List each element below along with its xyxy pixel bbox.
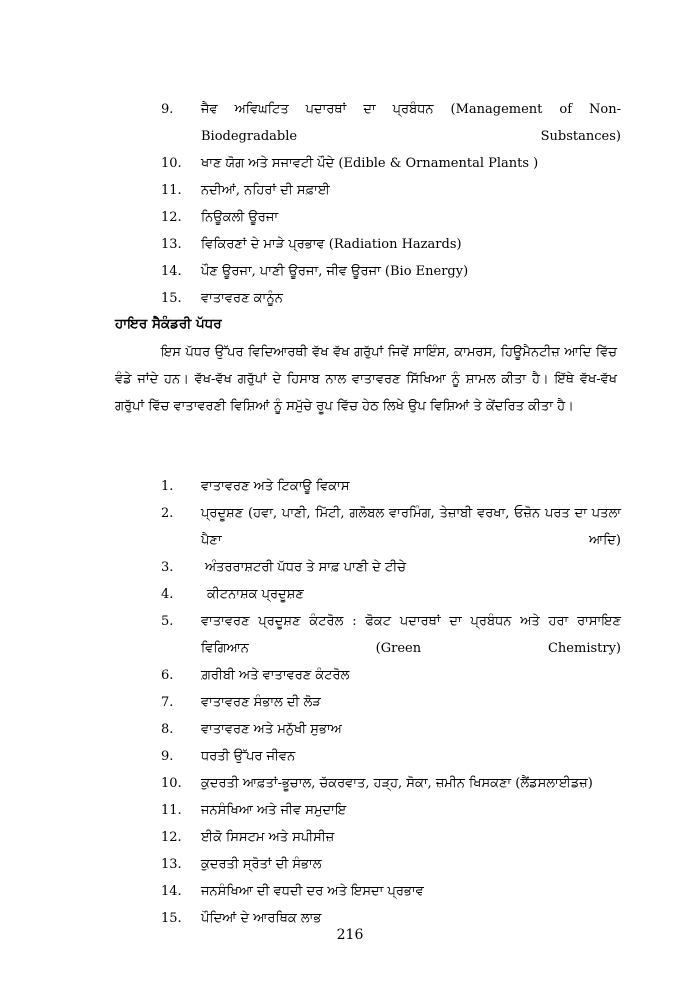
- list-item-text: ਵਾਤਾਵਰਣ ਅਤੇ ਟਿਕਾਊ ਵਿਕਾਸ: [201, 479, 350, 494]
- list-item-text: ਗ਼ਰੀਬੀ ਅਤੇ ਵਾਤਾਵਰਣ ਕੰਟਰੋਲ: [201, 668, 350, 683]
- list-item-number: 12.: [161, 830, 182, 845]
- list-item-number: 2.: [161, 506, 174, 521]
- list-item-text: ਵਾਤਾਵਰਣ ਕਾਨੂੰਨ: [201, 291, 283, 306]
- section-heading: ਹਾਇਰ ਸੈਕੰਡਰੀ ਪੱਧਰ: [115, 316, 222, 332]
- list-item-number: 4.: [161, 587, 174, 602]
- list-item: [0, 150, 700, 177]
- list-item-number: 13.: [161, 237, 182, 252]
- list-item-text: ਪੌਦਿਆਂ ਦੇ ਆਰਥਿਕ ਲਾਭ: [201, 911, 322, 926]
- list-item-number: 14.: [161, 264, 182, 279]
- list-item-number: 15.: [161, 911, 182, 926]
- list-item-text: ਵਾਤਾਵਰਣ ਸੰਭਾਲ ਦੀ ਲੋੜ: [201, 695, 321, 710]
- list-item-text: ਕੀਟਨਾਸ਼ਕ ਪ੍ਰਦੂਸ਼ਣ: [207, 587, 304, 602]
- list-item: [0, 608, 700, 662]
- list-item: [0, 716, 700, 743]
- list-item-text: ਨਿਊਕਲੀ ਊਰਜਾ: [201, 210, 279, 225]
- list-item-number: 10.: [161, 776, 182, 791]
- list-item-text: ਵਿਕਿਰਣਾਂ ਦੇ ਮਾੜੇ ਪ੍ਰਭਾਵ (Radiation Hazards): [201, 237, 462, 252]
- list-item-number: 7.: [161, 695, 174, 710]
- list-item: [0, 177, 700, 204]
- list-item: [0, 743, 700, 770]
- list-item: [0, 285, 700, 312]
- list-item: [0, 689, 700, 716]
- list-item: [0, 231, 700, 258]
- paragraph-text: ਇਸ ਪੱਧਰ ਉੱਪਰ ਵਿਦਿਆਰਥੀ ਵੱਖ ਵੱਖ ਗਰੁੱਪਾਂ ਜਿਵੇਂ ਸਾਇੰਸ, ਕਾਮਰਸ, ਹਿਊਮੈਨਟੀਜ਼ ਆਦਿ ਵਿੱਚ ਵੰਡੇ ਜਾਂਦੇ ਹਨ। ਵੱਖ-ਵੱਖ ਗਰੁੱਪਾਂ ਦੇ ਹਿਸਾਬ ਨਾਲ ਵਾਤਾਵਰਣ ਸਿੱਖਿਆ ਨੂੰ ਸ਼ਾਮਲ ਕੀਤਾ ਹੈ। ਇੱਥੇ ਵੱਖ-ਵੱਖ ਗਰੁੱਪਾਂ ਵਿੱਚ ਵਾਤਾਵਰਣੀ ਵਿਸ਼ਿਆਂ ਨੂੰ ਸਮੁੱਚੇ ਰੂਪ ਵਿੱਚ ਹੇਠ ਲਿਖੇ ਉਪ ਵਿਸ਼ਿਆਂ ਤੇ ਕੇਂਦਰਿਤ ਕੀਤਾ ਹੈ।: [115, 345, 617, 414]
- list-item: [0, 204, 700, 231]
- list-item-number: 6.: [161, 668, 174, 683]
- list-item: [0, 824, 700, 851]
- list-item-text: ਈਕੋ ਸਿਸਟਮ ਅਤੇ ਸਪੀਸੀਜ਼: [201, 830, 335, 845]
- list-item: [0, 473, 700, 500]
- list-item-text: ਕੁਦਰਤੀ ਆਫ਼ਤਾਂ-ਭੂਚਾਲ, ਚੱਕਰਵਾਤ, ਹੜ੍ਹ, ਸੋਕਾ, ਜ਼ਮੀਨ ਖਿਸਕਣਾ (ਲੈਂਡਸਲਾਈਡਜ਼): [201, 776, 593, 791]
- list-item-text: ਖਾਣ ਯੋਗ ਅਤੇ ਸਜਾਵਟੀ ਪੌਦੇ (Edible & Ornamental Plants ): [201, 156, 539, 171]
- list-item-text: ਧਰਤੀ ਉੱਪਰ ਜੀਵਨ: [201, 749, 296, 764]
- list-item: [0, 851, 700, 878]
- list-item: [0, 96, 700, 150]
- list-item-number: 15.: [161, 291, 182, 306]
- list-item-text: ਪ੍ਰਦੂਸ਼ਣ (ਹਵਾ, ਪਾਣੀ, ਮਿੱਟੀ, ਗਲੋਬਲ ਵਾਰਮਿੰਗ, ਤੇਜ਼ਾਬੀ ਵਰਖਾ, ਓਜ਼ੋਨ ਪਰਤ ਦਾ ਪਤਲਾ ਪੈਣਾ ਆਦਿ): [201, 506, 621, 548]
- list-item: [0, 500, 700, 554]
- list-item-text: ਨਦੀਆਂ, ਨਹਿਰਾਂ ਦੀ ਸਫ਼ਾਈ: [201, 183, 330, 198]
- list-item-number: 12.: [161, 210, 182, 225]
- list-item-text: ਵਾਤਾਵਰਣ ਅਤੇ ਮਨੁੱਖੀ ਸੁਭਾਅ: [201, 722, 342, 737]
- list-item: [0, 878, 700, 905]
- list-item-number: 9.: [161, 749, 174, 764]
- list-item-text: ਅੰਤਰਰਾਸ਼ਟਰੀ ਪੱਧਰ ਤੇ ਸਾਫ਼ ਪਾਣੀ ਦੇ ਟੀਚੇ: [205, 560, 407, 575]
- list-item: [0, 258, 700, 285]
- list-item-text: ਜੈਵ ਅਵਿਘਟਿਤ ਪਦਾਰਥਾਂ ਦਾ ਪ੍ਰਬੰਧਨ (Management of Non-Biodegradable Substances): [201, 102, 621, 144]
- list-item-number: 1.: [161, 479, 174, 494]
- list-item-number: 11.: [161, 803, 182, 818]
- list-item-text: ਜਨਸੰਖਿਆ ਅਤੇ ਜੀਵ ਸਮੁਦਾਇ: [201, 803, 347, 818]
- list-item-number: 5.: [161, 614, 174, 629]
- list-item-number: 11.: [161, 183, 182, 198]
- top-list: [0, 96, 700, 312]
- list-item-number: 3.: [161, 560, 174, 575]
- list-item: [0, 662, 700, 689]
- intro-paragraph: [115, 339, 617, 420]
- list-item: [0, 770, 700, 797]
- list-item-number: 10.: [161, 156, 182, 171]
- subtopics-list: [0, 473, 700, 932]
- list-item-number: 9.: [161, 102, 174, 117]
- list-item: [0, 554, 700, 581]
- list-item-text: ਵਾਤਾਵਰਣ ਪ੍ਰਦੂਸ਼ਣ ਕੰਟਰੋਲ : ਫੋਕਟ ਪਦਾਰਥਾਂ ਦਾ ਪ੍ਰਬੰਧਨ ਅਤੇ ਹਰਾ ਰਾਸਾਇਣ ਵਿਗਿਆਨ (Green Chemistry): [201, 614, 621, 656]
- list-item: [0, 581, 700, 608]
- list-item: [0, 797, 700, 824]
- list-item-text: ਪੌਣ ਊਰਜਾ, ਪਾਣੀ ਊਰਜਾ, ਜੀਵ ਊਰਜਾ (Bio Energy): [201, 264, 469, 279]
- list-item-number: 8.: [161, 722, 174, 737]
- list-item-number: 13.: [161, 857, 182, 872]
- page-number: 216: [336, 927, 364, 943]
- list-item-number: 14.: [161, 884, 182, 899]
- list-item-text: ਕੁਦਰਤੀ ਸ੍ਰੋਤਾਂ ਦੀ ਸੰਭਾਲ: [201, 857, 322, 872]
- list-item-text: ਜਨਸੰਖਿਆ ਦੀ ਵਧਦੀ ਦਰ ਅਤੇ ਇਸਦਾ ਪ੍ਰਭਾਵ: [201, 884, 424, 899]
